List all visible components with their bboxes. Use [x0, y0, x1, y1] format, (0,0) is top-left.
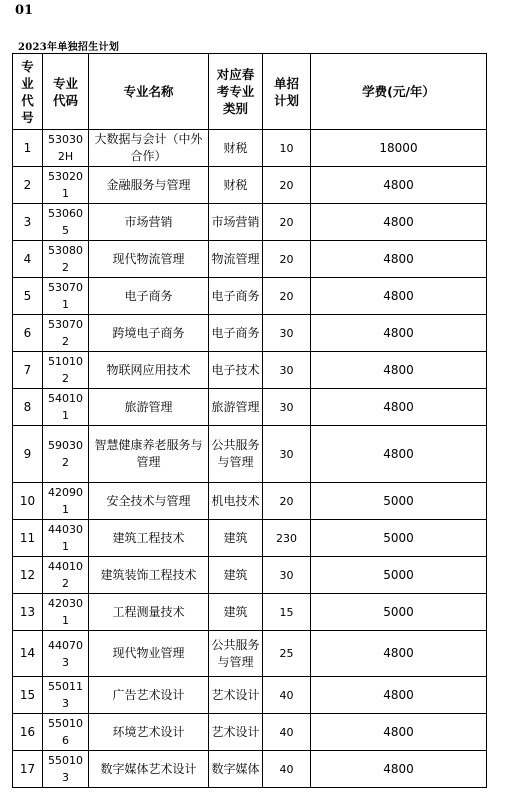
cell-major-name: 智慧健康养老服务与管理: [89, 426, 209, 483]
cell-major-name: 跨境电子商务: [89, 315, 209, 352]
cell-major-code: 510102: [43, 352, 89, 389]
cell-major-number: 8: [13, 389, 43, 426]
cell-major-number: 16: [13, 714, 43, 751]
cell-fee: 4800: [311, 426, 487, 483]
cell-category: 电子商务: [209, 278, 263, 315]
cell-major-number: 9: [13, 426, 43, 483]
cell-major-number: 6: [13, 315, 43, 352]
table-row: [13, 241, 487, 278]
cell-major-name: 建筑装饰工程技术: [89, 557, 209, 594]
table-row: [13, 751, 487, 788]
cell-plan: 30: [263, 557, 311, 594]
cell-category: 艺术设计: [209, 714, 263, 751]
cell-major-number: 11: [13, 520, 43, 557]
cell-fee: 5000: [311, 520, 487, 557]
cell-category: 公共服务与管理: [209, 631, 263, 677]
cell-major-name: 数字媒体艺术设计: [89, 751, 209, 788]
cell-plan: 40: [263, 751, 311, 788]
cell-major-code: 530605: [43, 204, 89, 241]
table-row: [13, 167, 487, 204]
cell-category: 建筑: [209, 594, 263, 631]
cell-major-number: 15: [13, 677, 43, 714]
table-row: [13, 204, 487, 241]
header-category: 对应春考专业类别: [209, 54, 263, 130]
table-row: [13, 352, 487, 389]
cell-major-code: 530702: [43, 315, 89, 352]
cell-major-code: 530302H: [43, 130, 89, 167]
cell-major-number: 13: [13, 594, 43, 631]
table-row: [13, 520, 487, 557]
cell-category: 物流管理: [209, 241, 263, 278]
table-row: [13, 557, 487, 594]
cell-major-name: 金融服务与管理: [89, 167, 209, 204]
cell-major-number: 3: [13, 204, 43, 241]
cell-major-name: 现代物业管理: [89, 631, 209, 677]
cell-fee: 4800: [311, 278, 487, 315]
cell-major-code: 540101: [43, 389, 89, 426]
table-row: [13, 426, 487, 483]
cell-category: 旅游管理: [209, 389, 263, 426]
cell-plan: 30: [263, 315, 311, 352]
cell-category: 建筑: [209, 557, 263, 594]
header-plan: 单招计划: [263, 54, 311, 130]
cell-category: 财税: [209, 167, 263, 204]
cell-major-name: 物联网应用技术: [89, 352, 209, 389]
cell-fee: 4800: [311, 714, 487, 751]
cell-plan: 30: [263, 352, 311, 389]
cell-fee: 18000: [311, 130, 487, 167]
cell-plan: 20: [263, 278, 311, 315]
cell-major-number: 2: [13, 167, 43, 204]
cell-major-number: 17: [13, 751, 43, 788]
cell-major-code: 590302: [43, 426, 89, 483]
table-row: [13, 278, 487, 315]
cell-category: 建筑: [209, 520, 263, 557]
cell-fee: 5000: [311, 483, 487, 520]
cell-plan: 20: [263, 241, 311, 278]
table-row: [13, 130, 487, 167]
cell-category: 电子技术: [209, 352, 263, 389]
cell-major-name: 旅游管理: [89, 389, 209, 426]
cell-plan: 30: [263, 426, 311, 483]
cell-category: 机电技术: [209, 483, 263, 520]
cell-major-code: 530701: [43, 278, 89, 315]
cell-major-name: 环境艺术设计: [89, 714, 209, 751]
cell-major-name: 广告艺术设计: [89, 677, 209, 714]
cell-plan: 25: [263, 631, 311, 677]
cell-fee: 4800: [311, 204, 487, 241]
cell-major-code: 440102: [43, 557, 89, 594]
header-major-number: 专业代号: [13, 54, 43, 130]
cell-plan: 20: [263, 204, 311, 241]
cell-major-name: 建筑工程技术: [89, 520, 209, 557]
cell-plan: 10: [263, 130, 311, 167]
cell-major-number: 7: [13, 352, 43, 389]
header-fee: 学费(元/年）: [311, 54, 487, 130]
cell-category: 数字媒体: [209, 751, 263, 788]
cell-fee: 4800: [311, 241, 487, 278]
table-row: [13, 389, 487, 426]
table-row: [13, 483, 487, 520]
cell-major-code: 550106: [43, 714, 89, 751]
cell-plan: 40: [263, 714, 311, 751]
cell-major-name: 工程测量技术: [89, 594, 209, 631]
cell-category: 市场营销: [209, 204, 263, 241]
cell-major-code: 530201: [43, 167, 89, 204]
cell-plan: 40: [263, 677, 311, 714]
cell-fee: 5000: [311, 594, 487, 631]
cell-plan: 230: [263, 520, 311, 557]
cell-category: 艺术设计: [209, 677, 263, 714]
cell-major-number: 1: [13, 130, 43, 167]
cell-major-code: 440301: [43, 520, 89, 557]
cell-fee: 4800: [311, 315, 487, 352]
cell-major-code: 440703: [43, 631, 89, 677]
cell-plan: 20: [263, 483, 311, 520]
cell-fee: 4800: [311, 389, 487, 426]
cell-major-code: 550113: [43, 677, 89, 714]
cell-fee: 4800: [311, 677, 487, 714]
cell-category: 电子商务: [209, 315, 263, 352]
cell-category: 财税: [209, 130, 263, 167]
header-major-code: 专业代码: [43, 54, 89, 130]
table-row: [13, 315, 487, 352]
cell-plan: 20: [263, 167, 311, 204]
cell-major-number: 4: [13, 241, 43, 278]
cell-plan: 30: [263, 389, 311, 426]
cell-major-code: 420901: [43, 483, 89, 520]
cell-fee: 4800: [311, 751, 487, 788]
table-caption: 2023年单独招生计划: [18, 42, 120, 53]
cell-major-number: 5: [13, 278, 43, 315]
cell-major-code: 420301: [43, 594, 89, 631]
cell-major-name: 大数据与会计（中外合作）: [89, 130, 209, 167]
table-header-row: [13, 54, 487, 130]
cell-major-name: 安全技术与管理: [89, 483, 209, 520]
header-major-name: 专业名称: [89, 54, 209, 130]
table-row: [13, 714, 487, 751]
table-row: [13, 594, 487, 631]
cell-fee: 4800: [311, 167, 487, 204]
enrollment-plan-table: [12, 53, 487, 788]
table-row: [13, 631, 487, 677]
cell-fee: 4800: [311, 631, 487, 677]
cell-plan: 15: [263, 594, 311, 631]
cell-fee: 4800: [311, 352, 487, 389]
cell-major-number: 14: [13, 631, 43, 677]
page-label: 01: [15, 3, 34, 18]
cell-major-name: 现代物流管理: [89, 241, 209, 278]
cell-category: 公共服务与管理: [209, 426, 263, 483]
cell-major-name: 电子商务: [89, 278, 209, 315]
table-row: [13, 677, 487, 714]
cell-fee: 5000: [311, 557, 487, 594]
cell-major-code: 530802: [43, 241, 89, 278]
cell-major-number: 10: [13, 483, 43, 520]
cell-major-name: 市场营销: [89, 204, 209, 241]
cell-major-number: 12: [13, 557, 43, 594]
cell-major-code: 550103: [43, 751, 89, 788]
